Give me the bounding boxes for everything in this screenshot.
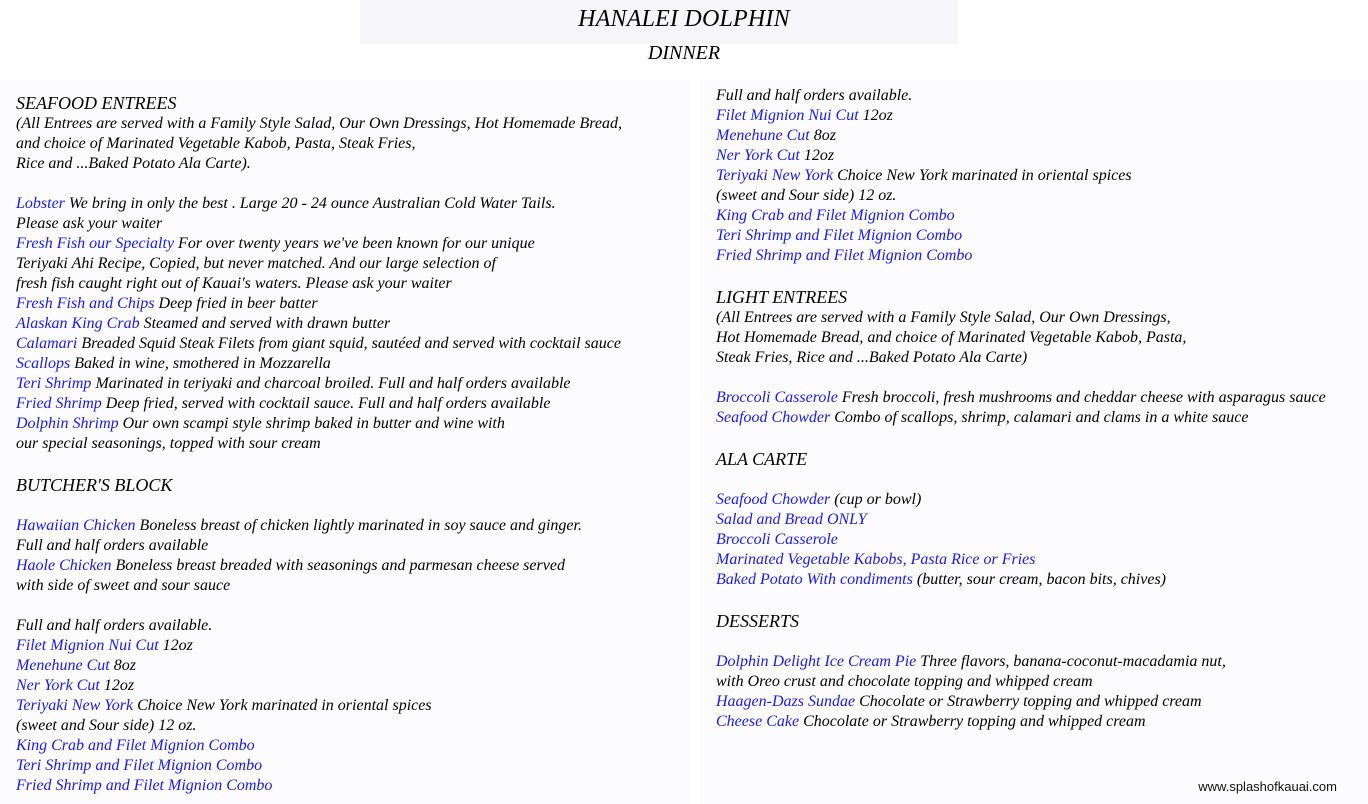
dessert-item-link[interactable]: Cheese Cake [716, 713, 800, 730]
steak-item-link[interactable]: Teriyaki New York [16, 697, 134, 714]
spacer [16, 454, 690, 474]
dessert-item-description: Chocolate or Strawberry topping and whipped cream [855, 693, 1202, 710]
steak-item [716, 226, 1368, 246]
light-item [716, 388, 1368, 408]
chicken-item-link[interactable]: Hawaiian Chicken [16, 517, 136, 534]
dessert-item-description: Chocolate or Strawberry topping and whipped cream [799, 713, 1146, 730]
steaks-note: Full and half orders available. [16, 617, 213, 634]
steak-item [16, 776, 690, 796]
seafood-item-description: Teriyaki Ahi Recipe, Copied, but never matched. And our large selection of [16, 255, 496, 272]
chicken-item-description: Full and half orders available [16, 537, 209, 554]
alacarte-item-link[interactable]: Baked Potato With condiments [716, 571, 913, 588]
steak-item [716, 126, 1368, 146]
spacer [16, 174, 690, 194]
seafood-intro: (All Entrees are served with a Family Style Salad, Our Own Dressings, Hot Homemade Bread, [16, 115, 622, 132]
alacarte-item [716, 530, 1368, 550]
seafood-item [16, 294, 690, 314]
seafood-item-description: Deep fried, served with cocktail sauce. Full and half orders available [101, 395, 551, 412]
seafood-item-link[interactable]: Alaskan King Crab [16, 315, 140, 332]
alacarte-item-description: (cup or bowl) [830, 491, 922, 508]
spacer [716, 590, 1368, 610]
steak-item-link[interactable]: Menehune Cut [716, 127, 810, 144]
seafood-item-description: Marinated in teriyaki and charcoal broiled. Full and half orders available [91, 375, 571, 392]
steak-item [16, 696, 690, 716]
steak-item [716, 146, 1368, 166]
seafood-item-description: Our own scampi style shrimp baked in butter and wine with [118, 415, 505, 432]
steak-item [16, 656, 690, 676]
alacarte-item-link[interactable]: Salad and Bread ONLY [716, 511, 867, 528]
alacarte-heading: ALA CARTE [716, 449, 808, 469]
seafood-item-description: Baked in wine, smothered in Mozzarella [70, 355, 331, 372]
light-item-description: Fresh broccoli, fresh mushrooms and cheddar cheese with asparagus sauce [837, 389, 1326, 406]
seafood-item-link[interactable]: Fried Shrimp [16, 395, 102, 412]
steak-item-link[interactable]: King Crab and Filet Mignion Combo [716, 207, 955, 224]
light-intro: Steak Fries, Rice and ...Baked Potato Ala Carte) [716, 349, 1028, 366]
desserts-heading: DESSERTS [716, 611, 799, 631]
steak-item-link[interactable]: Menehune Cut [16, 657, 110, 674]
seafood-item-link[interactable]: Scallops [16, 355, 71, 372]
steak-item-link[interactable]: King Crab and Filet Mignion Combo [16, 737, 255, 754]
dessert-item-link[interactable]: Haagen-Dazs Sundae [716, 693, 856, 710]
steak-item-link[interactable]: Teriyaki New York [716, 167, 834, 184]
light-intro: Hot Homemade Bread, and choice of Marinated Vegetable Kabob, Pasta, [716, 329, 1187, 346]
seafood-item-description: Steamed and served with drawn butter [139, 315, 391, 332]
steak-item-link[interactable]: Filet Mignion Nui Cut [16, 637, 159, 654]
chicken-item-link[interactable]: Haole Chicken [16, 557, 112, 574]
butcher-heading: BUTCHER'S BLOCK [16, 475, 173, 495]
light-item-link[interactable]: Broccoli Casserole [716, 389, 838, 406]
steak-item-description: (sweet and Sour side) 12 oz. [16, 717, 197, 734]
steak-item-description: (sweet and Sour side) 12 oz. [716, 187, 897, 204]
steak-item-link[interactable]: Ner York Cut [16, 677, 100, 694]
seafood-item-description: Please ask your waiter [16, 215, 163, 232]
spacer [716, 368, 1368, 388]
seafood-item [16, 374, 690, 394]
light-item-link[interactable]: Seafood Chowder [716, 409, 831, 426]
light-item [716, 408, 1368, 428]
steak-item-description: Choice New York marinated in oriental spices [833, 167, 1132, 184]
seafood-item [16, 194, 690, 214]
steak-item-link[interactable]: Filet Mignion Nui Cut [716, 107, 859, 124]
steak-item-link[interactable]: Ner York Cut [716, 147, 800, 164]
seafood-item [16, 314, 690, 334]
seafood-item-link[interactable]: Fresh Fish our Specialty [16, 235, 175, 252]
steak-item [716, 246, 1368, 266]
seafood-item-description: Deep fried in beer batter [154, 295, 318, 312]
seafood-heading: SEAFOOD ENTREES [16, 93, 177, 113]
spacer [16, 496, 690, 516]
right-menu-flow [716, 86, 1368, 732]
steak-item-description: 12oz [99, 677, 135, 694]
spacer [716, 266, 1368, 286]
chicken-item [16, 516, 690, 536]
spacer [16, 596, 690, 616]
seafood-item-description: Breaded Squid Steak Filets from giant squid, sautéed and served with cocktail sauce [77, 335, 621, 352]
dessert-item-description: with Oreo crust and chocolate topping and whipped cream [716, 673, 1093, 690]
steak-item [716, 106, 1368, 126]
steak-item-description: 8oz [809, 127, 836, 144]
steak-item-description: 12oz [858, 107, 893, 124]
seafood-item-link[interactable]: Lobster [16, 195, 65, 212]
left-menu-flow [16, 92, 690, 796]
steak-item-description: 12oz [158, 637, 193, 654]
seafood-item-link[interactable]: Teri Shrimp [16, 375, 92, 392]
steak-item-link[interactable]: Fried Shrimp and Filet Mignion Combo [16, 777, 273, 794]
site-credit: www.splashofkauai.com [1198, 779, 1337, 794]
dessert-item-link[interactable]: Dolphin Delight Ice Cream Pie [716, 653, 917, 670]
alacarte-item-description: (butter, sour cream, bacon bits, chives) [912, 571, 1166, 588]
seafood-intro: and choice of Marinated Vegetable Kabob, Pasta, Steak Fries, [16, 135, 416, 152]
page-title: HANALEI DOLPHIN [578, 6, 790, 32]
seafood-item-link[interactable]: Dolphin Shrimp [16, 415, 119, 432]
seafood-item [16, 414, 690, 434]
spacer [716, 632, 1368, 652]
steak-item-link[interactable]: Teri Shrimp and Filet Mignion Combo [716, 227, 963, 244]
dessert-item [716, 692, 1368, 712]
seafood-item-link[interactable]: Fresh Fish and Chips [16, 295, 155, 312]
light-intro: (All Entrees are served with a Family Style Salad, Our Own Dressings, [716, 309, 1171, 326]
seafood-intro: Rice and ...Baked Potato Ala Carte). [16, 155, 251, 172]
light-heading: LIGHT ENTREES [716, 287, 848, 307]
steaks-note: Full and half orders available. [716, 87, 913, 104]
seafood-item [16, 394, 690, 414]
left-column [0, 80, 690, 804]
alacarte-item [716, 510, 1368, 530]
alacarte-item-link[interactable]: Seafood Chowder [716, 491, 831, 508]
seafood-item-link[interactable]: Calamari [16, 335, 78, 352]
chicken-item-description: Boneless breast of chicken lightly marinated in soy sauce and ginger. [135, 517, 582, 534]
steak-item-description: 8oz [109, 657, 136, 674]
steak-item [16, 676, 690, 696]
steak-item-description: 12oz [799, 147, 835, 164]
seafood-item-description: We bring in only the best . Large 20 - 24 ounce Australian Cold Water Tails. [64, 195, 556, 212]
page-subtitle: DINNER [647, 42, 721, 64]
steak-item [716, 206, 1368, 226]
seafood-item [16, 354, 690, 374]
spacer [716, 470, 1368, 490]
steak-item [16, 736, 690, 756]
seafood-item-description: our special seasonings, topped with sour cream [16, 435, 321, 452]
right-column [700, 80, 1368, 804]
chicken-item-description: with side of sweet and sour sauce [16, 577, 231, 594]
steak-item [16, 636, 690, 656]
dessert-item [716, 712, 1368, 732]
alacarte-item [716, 550, 1368, 570]
alacarte-item-link[interactable]: Marinated Vegetable Kabobs, Pasta Rice or Fries [716, 551, 1036, 568]
chicken-item [16, 556, 690, 576]
steak-item-link[interactable]: Fried Shrimp and Filet Mignion Combo [716, 247, 973, 264]
chicken-item-description: Boneless breast breaded with seasonings and parmesan cheese served [111, 557, 565, 574]
steak-item-description: Choice New York marinated in oriental spices [133, 697, 432, 714]
seafood-item [16, 334, 690, 354]
seafood-item [16, 234, 690, 254]
alacarte-item [716, 570, 1368, 590]
seafood-item-description: For over twenty years we've been known for our unique [174, 235, 535, 252]
seafood-item-description: fresh fish caught right out of Kauai's waters. Please ask your waiter [16, 275, 452, 292]
dessert-item [716, 652, 1368, 672]
spacer [716, 428, 1368, 448]
steak-item [16, 756, 690, 776]
alacarte-item-link[interactable]: Broccoli Casserole [716, 531, 838, 548]
light-item-description: Combo of scallops, shrimp, calamari and clams in a white sauce [830, 409, 1249, 426]
dessert-item-description: Three flavors, banana-coconut-macadamia nut, [916, 653, 1226, 670]
alacarte-item [716, 490, 1368, 510]
steak-item [716, 166, 1368, 186]
steak-item-link[interactable]: Teri Shrimp and Filet Mignion Combo [16, 757, 263, 774]
